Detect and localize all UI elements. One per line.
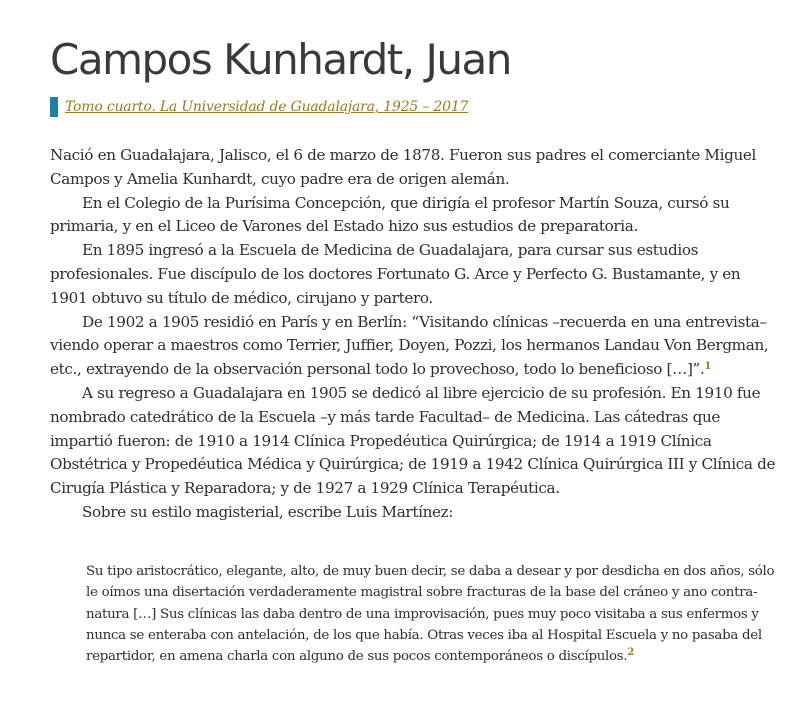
quote-text: Su tipo aristocrático, elegante, alto, de muy buen decir, se daba a desear y por desdicha en dos años, sólo le oímos una disertación verdaderamente magistral sobre fracturas de la base del cráneo y ano contra-natura […] Sus clínicas las daba dentro de una improvisación, pues muy poco visitaba a sus enfermos y nunca se enteraba con antelación, de los que había. Otras veces iba al Hospital Escuela y no pasaba del repartidor, en amena charla con alguno de sus pocos contemporáneos o discípulos. [86,563,775,665]
paragraph-1: Nació en Guadalajara, Jalisco, el 6 de marzo de 1878. Fueron sus padres el comerciante Miguel Campos y Amelia Kunhardt, cuyo padre era de origen alemán. [50,146,757,188]
footnote-ref-2[interactable]: 2 [627,647,634,659]
book-link[interactable]: Tomo cuarto. La Universidad de Guadalajara, 1925 – 2017 [65,99,469,115]
paragraph-4-text: De 1902 a 1905 residió en París y en Berlín: “Visitando clínicas –recuerda en una entrevista– viendo operar a maestros como Terrier, Juffier, Doyen, Pozzi, los hermanos Landau Von Bergman, etc., extrayendo de la observación personal todo lo provechoso, todo lo beneficioso […]”. [50,312,769,379]
paragraph-2: En el Colegio de la Purísima Concepción, que dirigía el profesor Martín Souza, cursó su primaria, y en el Liceo de Varones del Estado hizo sus estudios de preparatoria. [50,193,730,236]
quote-paragraph [86,561,786,668]
footnote-ref-1[interactable]: 1 [704,361,712,373]
book-reference [50,96,800,118]
paragraph-4 [50,311,778,382]
block-quote [86,561,786,668]
paragraph-3: En 1895 ingresó a la Escuela de Medicina de Guadalajara, para cursar sus estudios profesionales. Fue discípulo de los doctores Fortunato G. Arce y Perfecto G. Bustamante, y en 1901 obtuvo su título de médico, cirujano y partero. [50,241,741,307]
paragraph-6: Sobre su estilo magisterial, escribe Luis Martínez: [82,502,454,521]
biography-body [50,144,778,525]
accent-bar [50,97,58,117]
page-title: Campos Kunhardt, Juan [50,35,511,84]
paragraph-5: A su regreso a Guadalajara en 1905 se dedicó al libre ejercicio de su profesión. En 1910 fue nombrado catedrático de la Escuela –y más tarde Facultad– de Medicina. Las cátedras que impartió fueron: de 1910 a 1914 Clínica Propedéutica Quirúrgica; de 1914 a 1919 Clínica Obstétrica y Propedéutica Médica y Quirúrgica; de 1919 a 1942 Clínica Quirúrgica III y Clínica de Cirugía Plástica y Reparadora; y de 1927 a 1929 Clínica Terapéutica. [50,383,776,498]
